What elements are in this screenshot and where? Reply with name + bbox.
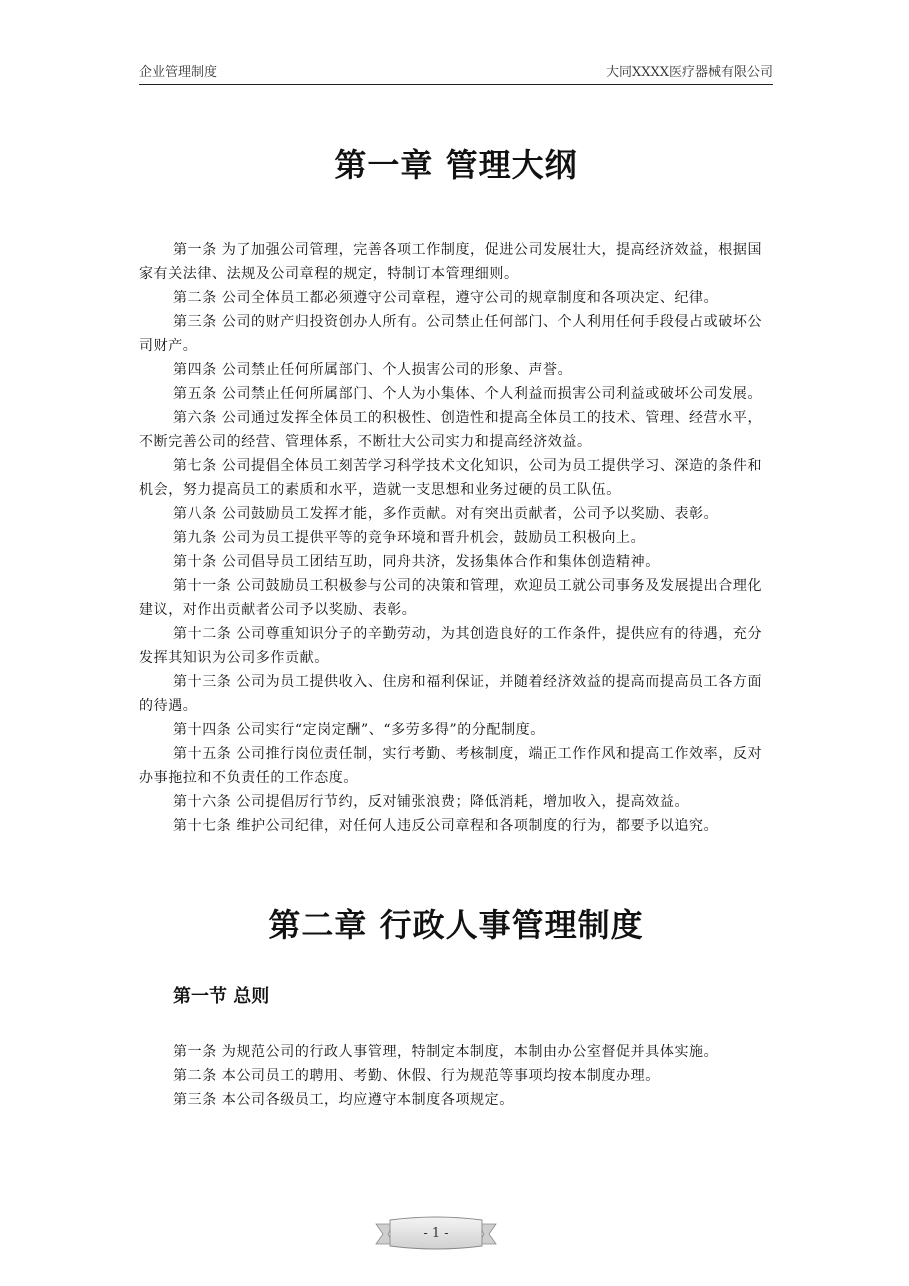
header-left-text: 企业管理制度 (139, 65, 218, 80)
article-7: 第七条 公司提倡全体员工刻苦学习科学技术文化知识，公司为员工提供学习、深造的条件和机会，努力提高员工的素质和水平，造就一支思想和业务过硬的员工队伍。 (139, 458, 763, 498)
section-article-2: 第二条 本公司员工的聘用、考勤、休假、行为规范等事项均按本制度办理。 (173, 1068, 660, 1084)
article-14: 第十四条 公司实行“定岗定酬”、“多劳多得”的分配制度。 (173, 722, 545, 738)
article-12: 第十二条 公司尊重知识分子的辛勤劳动，为其创造良好的工作条件，提供应有的待遇，充分发挥其知识为公司多作贡献。 (139, 626, 763, 666)
header-company-name: 大同XXXX医疗器械有限公司 (605, 65, 773, 80)
article-10: 第十条 公司倡导员工团结互助，同舟共济，发扬集体合作和集体创造精神。 (173, 554, 660, 570)
article-3: 第三条 公司的财产归投资创办人所有。公司禁止任何部门、个人利用任何手段侵占或破坏公司财产。 (139, 314, 763, 354)
section-article-1: 第一条 为规范公司的行政人事管理，特制定本制度，本制由办公室督促并具体实施。 (173, 1044, 719, 1060)
article-4: 第四条 公司禁止任何所属部门、个人损害公司的形象、声誉。 (173, 362, 573, 378)
article-11: 第十一条 公司鼓励员工积极参与公司的决策和管理，欢迎员工就公司事务及发展提出合理化建议，对作出贡献者公司予以奖励、表彰。 (139, 578, 763, 618)
section-1-body (139, 1040, 773, 1112)
chapter-2-title: 第二章 行政人事管理制度 (268, 906, 644, 944)
article-8: 第八条 公司鼓励员工发挥才能，多作贡献。对有突出贡献者，公司予以奖励、表彰。 (173, 506, 719, 522)
article-2: 第二条 公司全体员工都必须遵守公司章程，遵守公司的规章制度和各项决定、纪律。 (173, 290, 719, 306)
article-16: 第十六条 公司提倡厉行节约，反对铺张浪费；降低消耗，增加收入，提高效益。 (173, 794, 690, 810)
section-article-3: 第三条 本公司各级员工，均应遵守本制度各项规定。 (173, 1092, 514, 1108)
article-1: 第一条 为了加强公司管理，完善各项工作制度，促进公司发展壮大，提高经济效益，根据国家有关法律、法规及公司章程的规定，特制订本管理细则。 (139, 242, 763, 282)
chapter-1-title: 第一章 管理大纲 (334, 146, 578, 184)
article-5: 第五条 公司禁止任何所属部门、个人为小集体、个人利益而损害公司利益或破坏公司发展。 (173, 386, 763, 402)
article-6: 第六条 公司通过发挥全体员工的积极性、创造性和提高全体员工的技术、管理、经营水平，不断完善公司的经营、管理体系，不断壮大公司实力和提高经济效益。 (139, 410, 763, 450)
article-15: 第十五条 公司推行岗位责任制，实行考勤、考核制度，端正工作作风和提高工作效率，反对办事拖拉和不负责任的工作态度。 (139, 746, 763, 786)
article-17: 第十七条 维护公司纪律，对任何人违反公司章程和各项制度的行为，都要予以追究。 (173, 818, 719, 834)
chapter-1-body (139, 238, 773, 838)
article-9: 第九条 公司为员工提供平等的竞争环境和晋升机会，鼓励员工积极向上。 (173, 530, 646, 546)
page-number: - 1 - (423, 1226, 449, 1241)
page-header (139, 62, 773, 85)
section-1-title: 第一节 总则 (173, 986, 270, 1007)
article-13: 第十三条 公司为员工提供收入、住房和福利保证，并随着经济效益的提高而提高员工各方面的待遇。 (139, 674, 763, 714)
